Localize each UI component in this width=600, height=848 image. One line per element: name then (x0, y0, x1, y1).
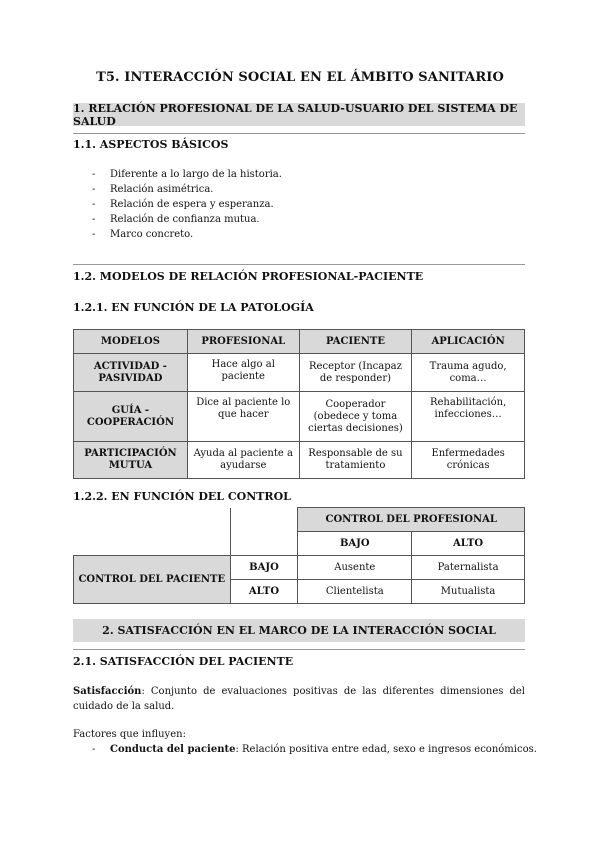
subsection-1-2-1-title: 1.2.1. EN FUNCIÓN DE LA PATOLOGÍA (73, 301, 314, 314)
factors-intro: Factores que influyen: (73, 729, 186, 740)
satisfaction-definition (73, 684, 525, 714)
table-row (74, 354, 525, 392)
table-cell: Rehabilitación, infecciones… (412, 392, 525, 442)
control-table (73, 507, 525, 604)
section-2-banner (73, 619, 525, 642)
list-item: - Relación de espera y esperanza. (92, 199, 274, 210)
subsection-1-1-title: 1.1. ASPECTOS BÁSICOS (73, 138, 229, 151)
page-title: T5. INTERACCIÓN SOCIAL EN EL ÁMBITO SANITARIO (96, 70, 504, 85)
table-cell: Paternalista (412, 556, 525, 580)
table-row (74, 556, 525, 580)
table-header: PROFESIONAL (187, 330, 299, 354)
definition-term: Satisfacción (73, 686, 142, 697)
table-cell: Ayuda al paciente a ayudarse (187, 442, 299, 479)
model-name: GUÍA - COOPERACIÓN (74, 392, 188, 442)
list-item-text: Diferente a lo largo de la historia. (110, 169, 282, 180)
table-cell: Enfermedades crónicas (412, 442, 525, 479)
list-item: - Relación de confianza mutua. (92, 214, 260, 225)
table-cell: Responsable de su tratamiento (299, 442, 412, 479)
divider (73, 649, 525, 650)
model-name: PARTICIPACIÓN MUTUA (74, 442, 188, 479)
table-cell: Ausente (298, 556, 412, 580)
patient-control-label: CONTROL DEL PACIENTE (74, 556, 231, 604)
table-cell: Clientelista (298, 580, 412, 604)
factor-term: Conducta del paciente (110, 744, 236, 755)
row-level: BAJO (230, 556, 298, 580)
table-row (74, 442, 525, 479)
row-level: ALTO (230, 580, 298, 604)
factor-text: : Relación positiva entre edad, sexo e ingresos económicos. (235, 744, 537, 755)
table-header: APLICACIÓN (412, 330, 525, 354)
factor-item: - Conducta del paciente: Relación positiva entre edad, sexo e ingresos económicos. (92, 744, 537, 755)
section-2-title: 2. SATISFACCIÓN EN EL MARCO DE LA INTERACCIÓN SOCIAL (102, 624, 496, 637)
professional-control-header: CONTROL DEL PROFESIONAL (298, 508, 525, 532)
list-item-text: Relación de espera y esperanza. (110, 199, 274, 210)
pathology-models-table (73, 329, 525, 479)
list-item: - Marco concreto. (92, 229, 194, 240)
list-item: - Diferente a lo largo de la historia. (92, 169, 282, 180)
table-header: PACIENTE (299, 330, 412, 354)
subsection-1-2-2-title: 1.2.2. EN FUNCIÓN DEL CONTROL (73, 490, 291, 503)
table-cell: Mutualista (412, 580, 525, 604)
column-header: ALTO (412, 532, 525, 556)
list-item-text: Relación asimétrica. (110, 184, 214, 195)
definition-text: : Conjunto de evaluaciones positivas de las diferentes dimensiones del cuidado de la salud. (73, 686, 525, 712)
divider (73, 133, 525, 134)
column-header: BAJO (298, 532, 412, 556)
table-cell: Receptor (Incapaz de responder) (299, 354, 412, 392)
table-cell: Cooperador (obedece y toma ciertas decisiones) (299, 392, 412, 442)
divider (73, 264, 525, 265)
section-1-title: 1. RELACIÓN PROFESIONAL DE LA SALUD-USUARIO DEL SISTEMA DE SALUD (73, 101, 518, 128)
table-cell: Dice al paciente lo que hacer (187, 392, 299, 442)
model-name: ACTIVIDAD - PASIVIDAD (74, 354, 188, 392)
subsection-2-1-title: 2.1. SATISFACCIÓN DEL PACIENTE (73, 655, 294, 668)
list-item-text: Relación de confianza mutua. (110, 214, 260, 225)
table-cell: Hace algo al paciente (187, 354, 299, 392)
table-cell: Trauma agudo, coma… (412, 354, 525, 392)
table-header: MODELOS (74, 330, 188, 354)
table-row (74, 392, 525, 442)
subsection-1-2-title: 1.2. MODELOS DE RELACIÓN PROFESIONAL-PACIENTE (73, 270, 424, 283)
aspects-list (92, 167, 282, 242)
list-item-text: Marco concreto. (110, 229, 194, 240)
section-1-banner (73, 103, 525, 126)
list-item: - Relación asimétrica. (92, 184, 214, 195)
